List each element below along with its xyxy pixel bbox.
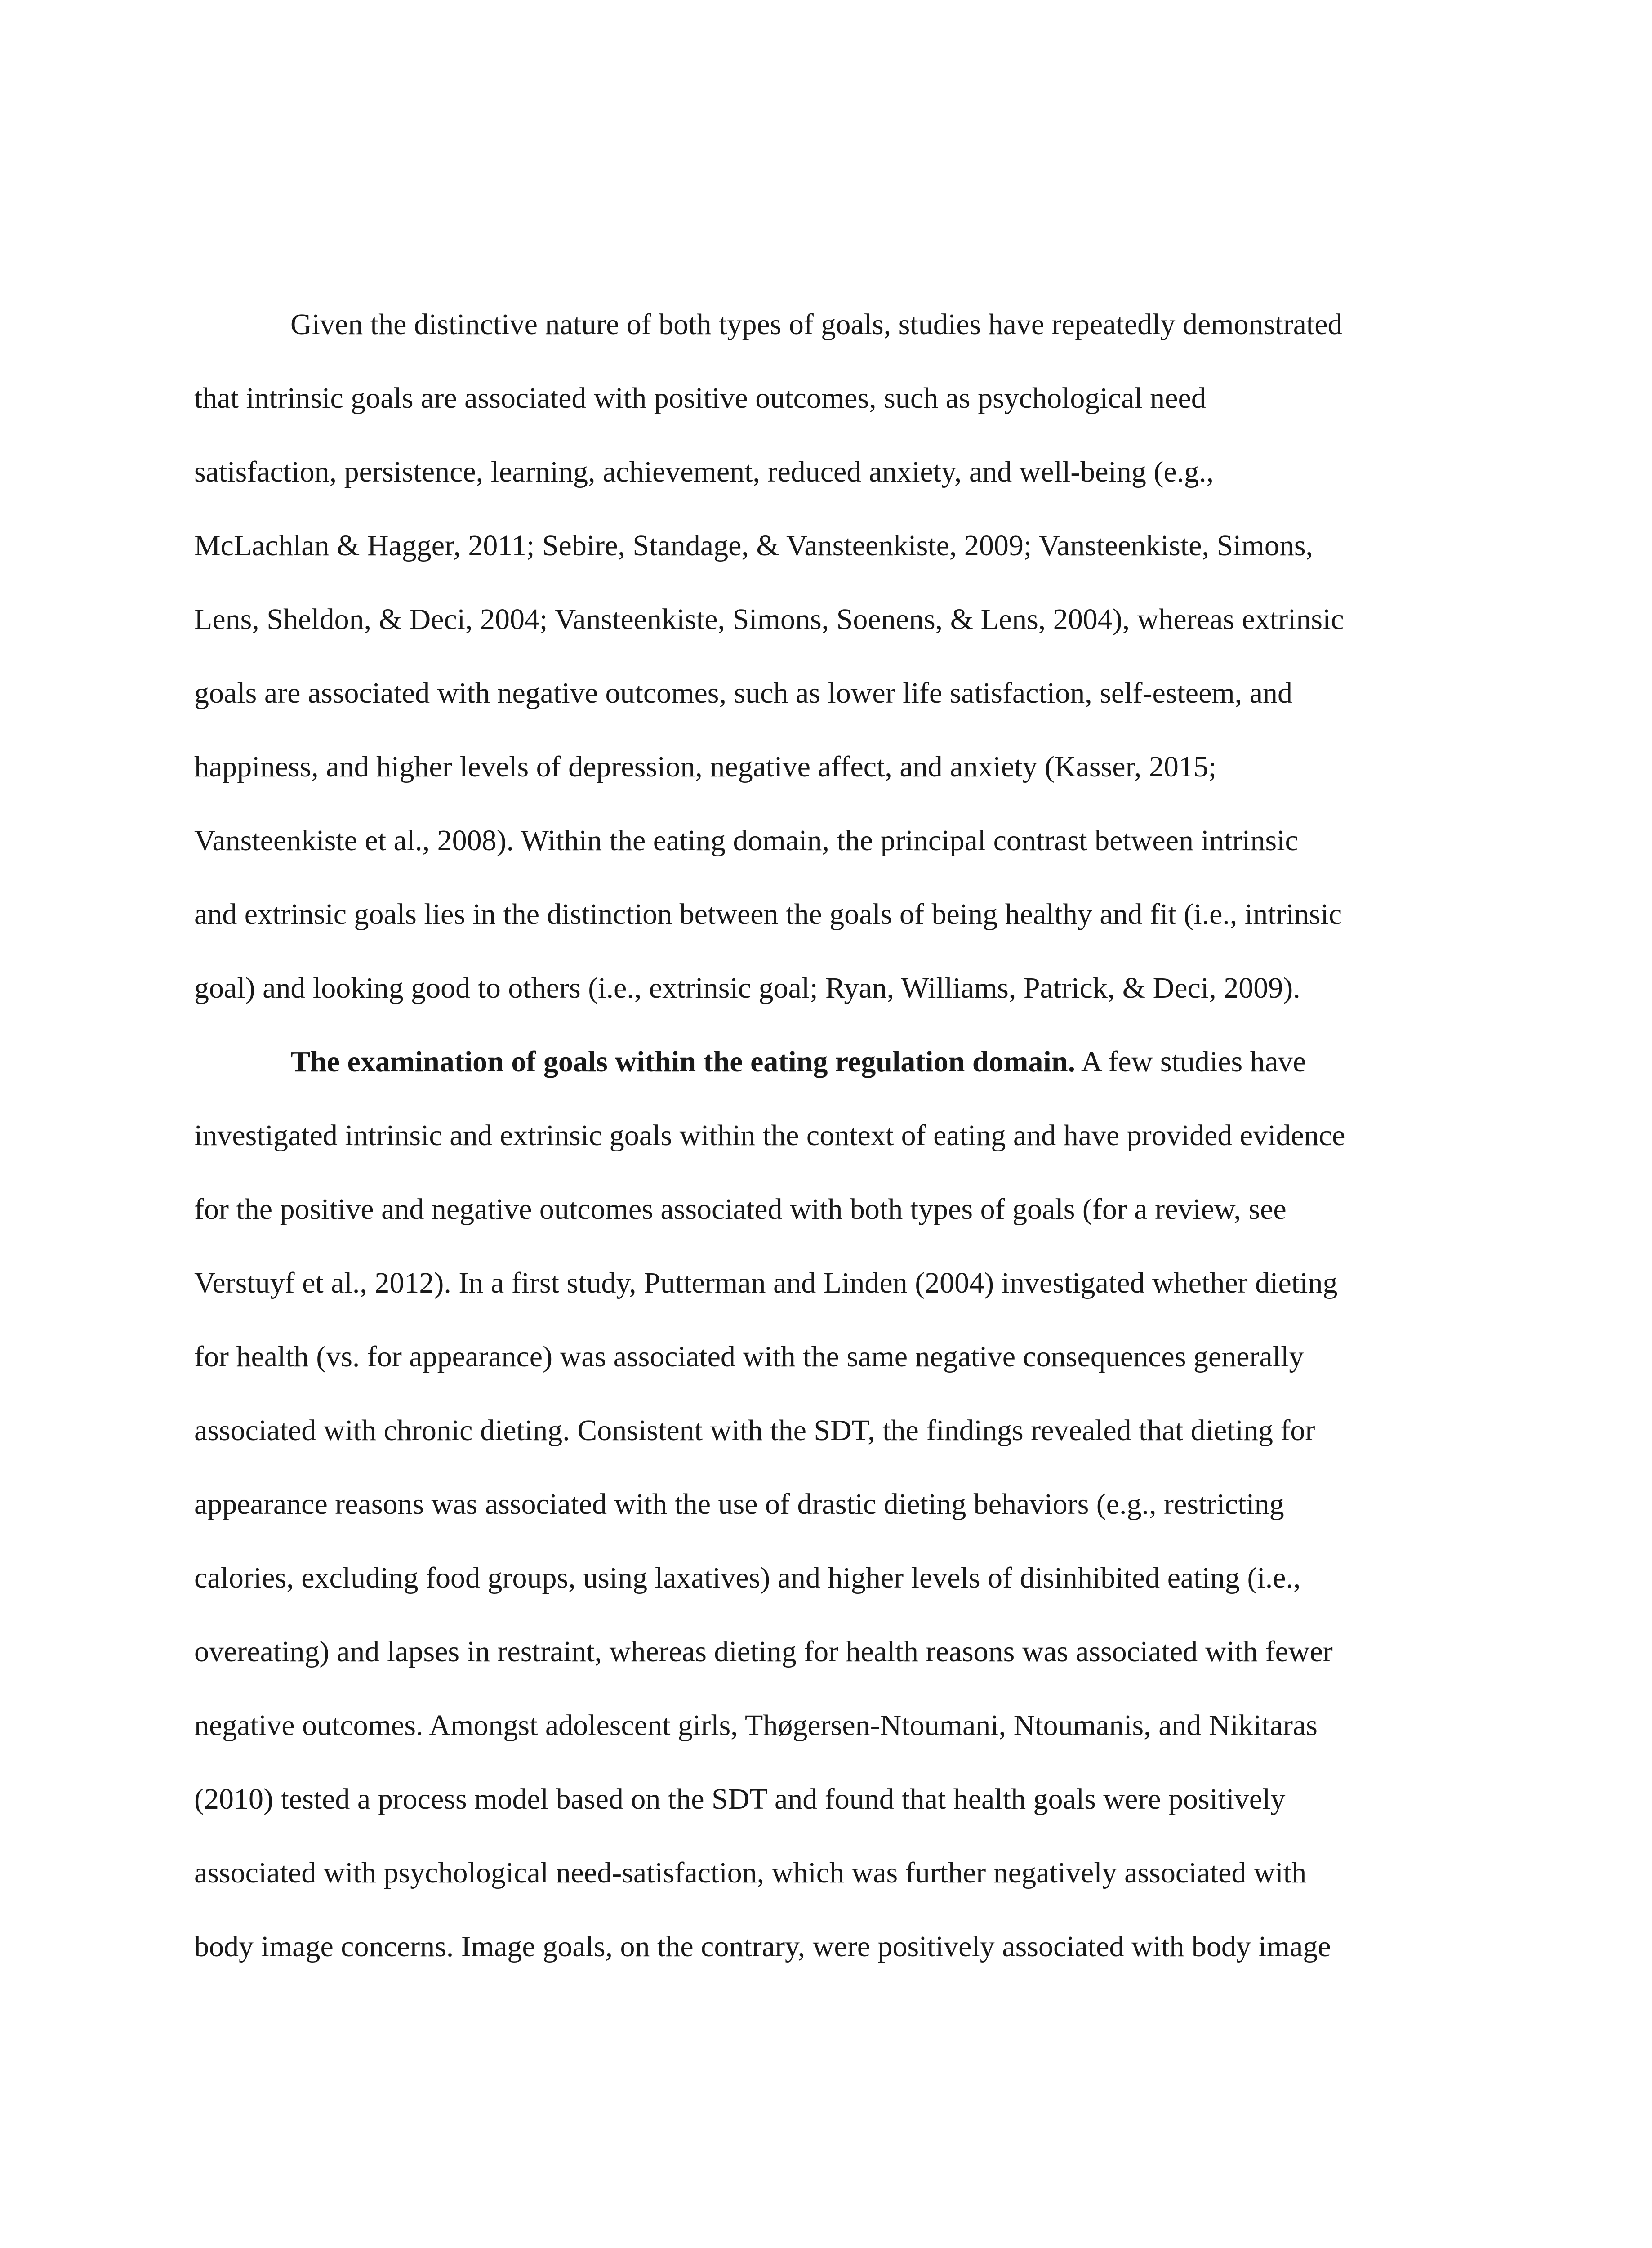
text-line: Vansteenkiste et al., 2008). Within the eating domain, the principal contrast between intrinsic [194, 824, 1298, 857]
text-line: Verstuyf et al., 2012). In a first study, Putterman and Linden (2004) investigated whether dieting [194, 1267, 1338, 1299]
text-line: Given the distinctive nature of both types of goals, studies have repeatedly demonstrated [290, 308, 1343, 341]
text-line: negative outcomes. Amongst adolescent girls, Thøgersen-Ntoumani, Ntoumanis, and Nikitaras [194, 1709, 1318, 1742]
text-line: overeating) and lapses in restraint, whereas dieting for health reasons was associated with fewer [194, 1635, 1333, 1668]
text-line: for health (vs. for appearance) was associated with the same negative consequences generally [194, 1340, 1304, 1373]
text-line: calories, excluding food groups, using laxatives) and higher levels of disinhibited eating (i.e., [194, 1561, 1301, 1594]
text-line: goals are associated with negative outcomes, such as lower life satisfaction, self-esteem, and [194, 677, 1292, 709]
text-line: associated with psychological need-satisfaction, which was further negatively associated with [194, 1856, 1307, 1889]
text-line: for the positive and negative outcomes associated with both types of goals (for a review, see [194, 1193, 1287, 1226]
heading-line [194, 1025, 1458, 1099]
text-line: associated with chronic dieting. Consistent with the SDT, the findings revealed that dieting for [194, 1414, 1315, 1447]
text-line: happiness, and higher levels of depression, negative affect, and anxiety (Kasser, 2015; [194, 750, 1217, 783]
text-line: investigated intrinsic and extrinsic goals within the context of eating and have provided evidence [194, 1119, 1345, 1152]
text-line: goal) and looking good to others (i.e., extrinsic goal; Ryan, Williams, Patrick, & Deci, 2009). [194, 972, 1300, 1004]
text-line: body image concerns. Image goals, on the contrary, were positively associated with body image [194, 1930, 1331, 1963]
text-line: McLachlan & Hagger, 2011; Sebire, Standage, & Vansteenkiste, 2009; Vansteenkiste, Simons, [194, 529, 1314, 562]
text-line: (2010) tested a process model based on the SDT and found that health goals were positively [194, 1783, 1286, 1815]
text-line: satisfaction, persistence, learning, achievement, reduced anxiety, and well-being (e.g., [194, 455, 1214, 488]
text-line: that intrinsic goals are associated with positive outcomes, such as psychological need [194, 382, 1206, 415]
text-line: Lens, Sheldon, & Deci, 2004; Vansteenkiste, Simons, Soenens, & Lens, 2004), whereas extrinsic [194, 603, 1344, 636]
text-line: appearance reasons was associated with the use of drastic dieting behaviors (e.g., restricting [194, 1488, 1284, 1521]
body-text [194, 288, 1458, 1984]
heading-line-continuation: A few studies have [1075, 1045, 1306, 1078]
text-line: and extrinsic goals lies in the distinction between the goals of being healthy and fit (i.e., intrinsic [194, 898, 1342, 931]
section-heading: The examination of goals within the eating regulation domain. [290, 1045, 1076, 1078]
